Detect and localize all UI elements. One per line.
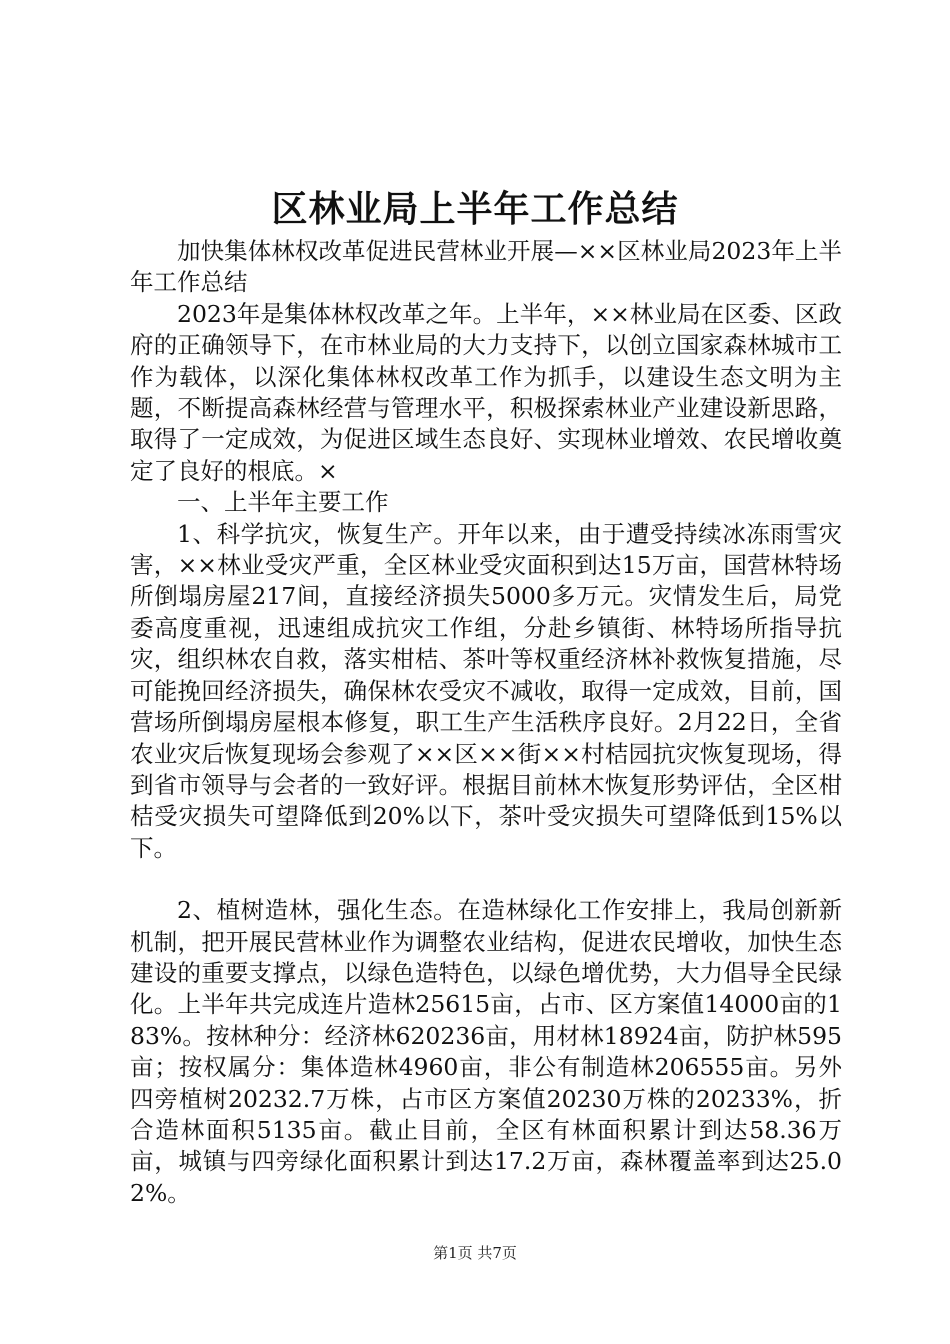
intro-paragraph: 2023年是集体林权改革之年。上半年，××林业局在区委、区政府的正确领导下，在市林业局的大力支持下，以创立国家森林城市工作为载体，以深化集体林权改革工作为抓手，以建设生态文明为主题，不断提高森林经营与管理水平，积极探索林业产业建设新思路，取得了一定成效，为促进区域生态良好、实现林业增效、农民增收奠定了良好的根底。× [130,299,842,485]
paragraph-disaster-recovery: 1、科学抗灾，恢复生产。开年以来，由于遭受持续冰冻雨雪灾害，××林业受灾严重，全区林业受灾面积到达15万亩，国营林特场所倒塌房屋217间，直接经济损失5000多万元。灾情发生后，局党委高度重视，迅速组成抗灾工作组，分赴乡镇街、林特场所指导抗灾，组织林农自救，落实柑桔、茶叶等权重经济林补救恢复措施，尽可能挽回经济损失，确保林农受灾不减收，取得一定成效，目前，国营场所倒塌房屋根本修复，职工生产生活秩序良好。2月22日，全省农业灾后恢复现场会参观了××区××街××村桔园抗灾恢复现场，得到省市领导与会者的一致好评。根据目前林木恢复形势评估，全区柑桔受灾损失可望降低到20%以下，茶叶受灾损失可望降低到15%以下。 [130,519,842,862]
subtitle-paragraph: 加快集体林权改革促进民营林业开展—××区林业局2023年上半年工作总结 [130,237,842,297]
page-number-footer: 第1页 共7页 [433,1244,517,1262]
paragraph-afforestation: 2、植树造林，强化生态。在造林绿化工作安排上，我局创新新机制，把开展民营林业作为调整农业结构，促进农民增收，加快生态建设的重要支撑点，以绿色造特色，以绿色增优势，大力倡导全民绿化。上半年共完成连片造林25615亩，占市、区方案值14000亩的183%。按林种分：经济林620236亩，用材林18924亩，防护林595亩；按权属分：集体造林4960亩，非公有制造林206555亩。另外四旁植树20232.7万株，占市区方案值20230万株的20233%，折合造林面积5135亩。截止目前，全区有林面积累计到达58.36万亩，城镇与四旁绿化面积累计到达17.2万亩，森林覆盖率到达25.02%。 [130,896,842,1207]
document-body [130,236,842,1209]
section-heading: 一、上半年主要工作 [177,488,389,517]
document-title: 区林业局上半年工作总结 [271,188,679,230]
